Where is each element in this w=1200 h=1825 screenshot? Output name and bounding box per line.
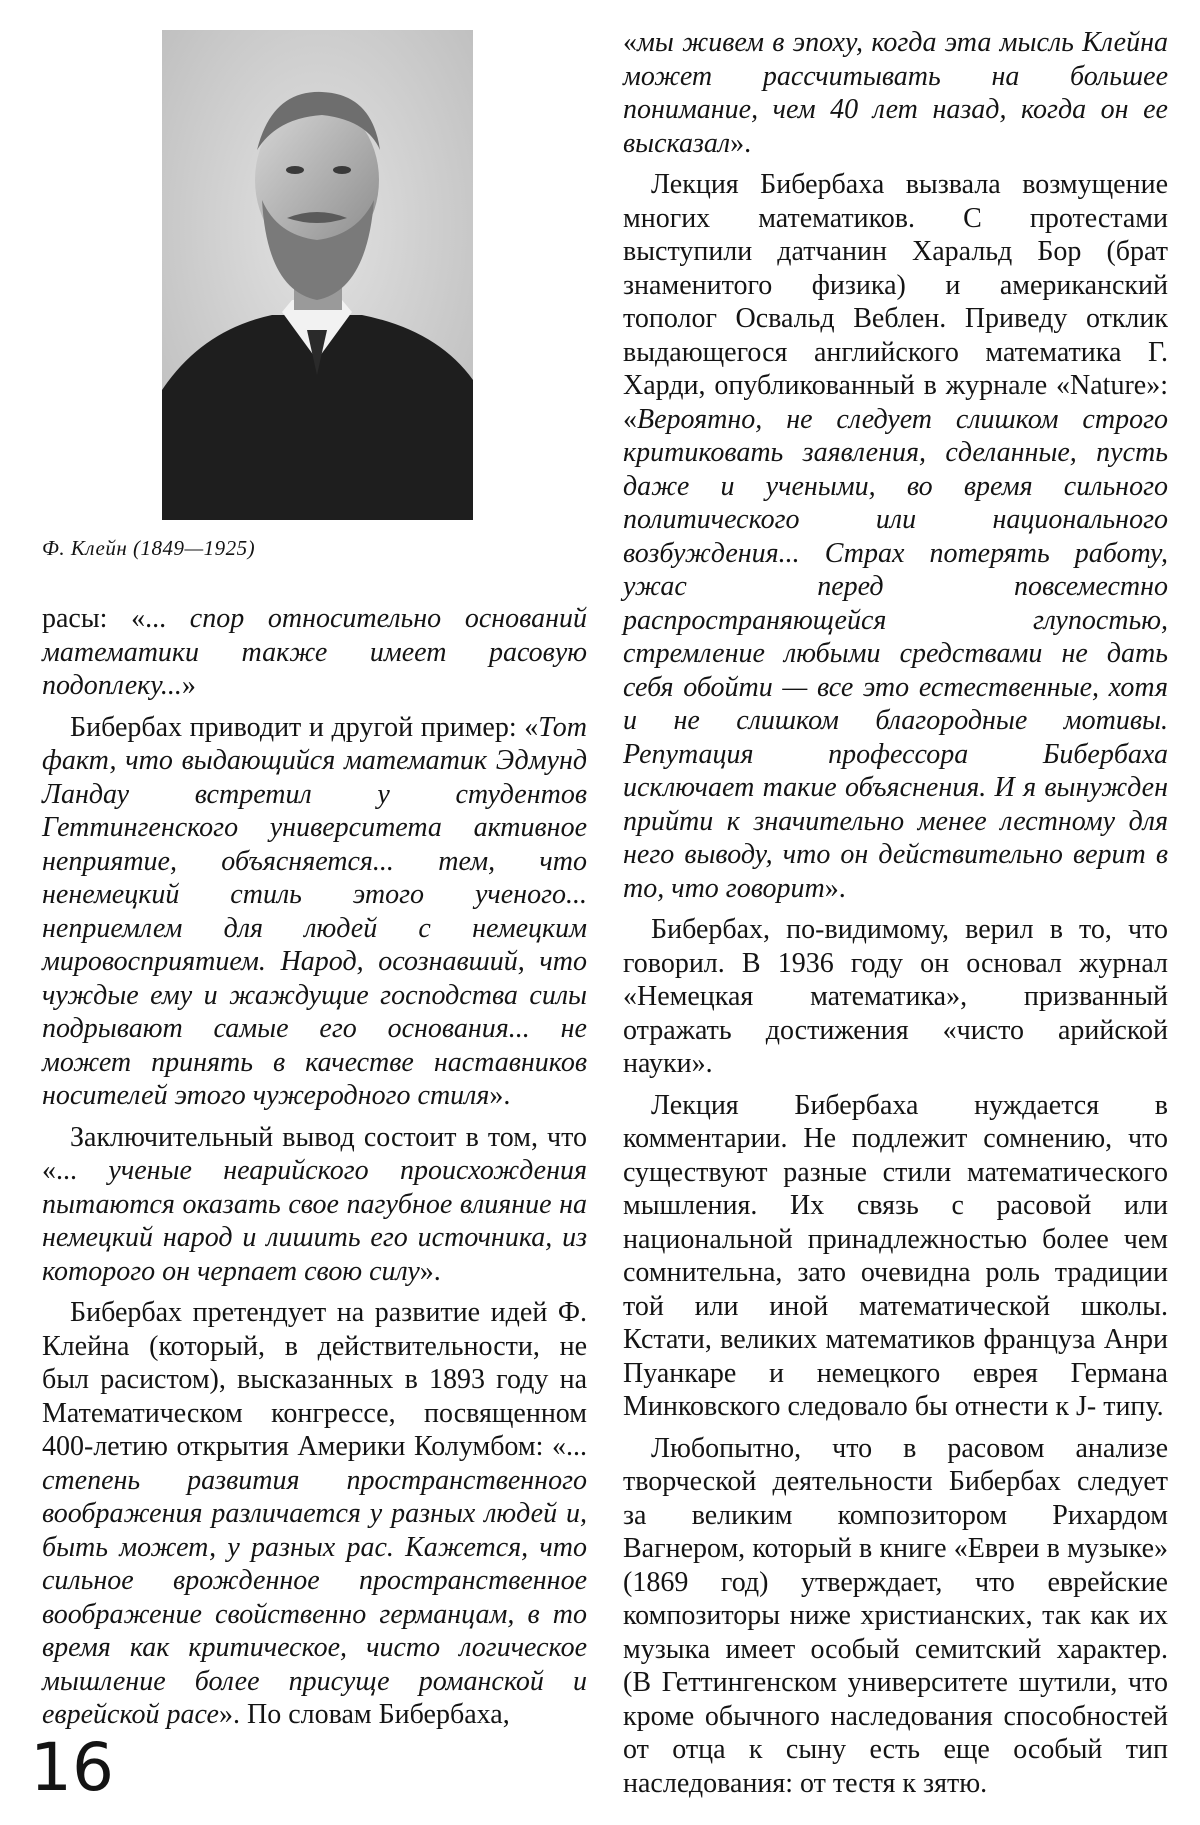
left-paragraph-3: Заключительный вывод состоит в том, что «... ученые неарийского происхождения пытаются оказать свое пагубное влияние на немецкий народ и лишить его источника, из которого он черпает свою силу». [42, 1121, 588, 1287]
photo-caption: Ф. Клейн (1849—1925) [42, 536, 256, 560]
quote: мы живем в эпоху, когда эта мысль Клейна может рассчитывать на большее понимание, чем 40 лет назад, когда он ее высказал [623, 27, 1168, 159]
right-paragraph-2: Бибербах, по-видимому, верил в то, что говорил. В 1936 году он основал журнал «Немецкая математика», призванный отражать достижения «чисто арийской науки». [623, 914, 1168, 1079]
page-number: 16 [30, 1729, 114, 1806]
right-column [623, 26, 1168, 1800]
quote: ученые неарийского происхождения пытаются оказать свое пагубное влияние на немецкий народ и лишить его источника, из которого он черпает свою силу [42, 1155, 588, 1287]
portrait-image [162, 30, 473, 520]
right-paragraph-4: Любопытно, что в расовом анализе творческой деятельности Бибербах следует за великим композитором Рихардом Вагнером, который в книге «Евреи в музыке» (1869 год) утверждает, что еврейские композиторы ниже христианских, так как их музыка имеет особый семитский характер. (В Геттингенском университете шутили, что кроме обычного наследования способностей от отца к сыну есть еще особый тип наследования: от тестя к зятю. [623, 1432, 1168, 1799]
left-paragraph-4: Бибербах претендует на развитие идей Ф. Клейна (который, в действительности, не был расистом), высказанных в 1893 году на Математическом конгрессе, посвященном 400-летию открытия Америки Колумбом: «... степень развития пространственного воображения различается у разных людей и, быть может, у разных рас. Кажется, что сильное врожденное пространственное воображение свойственно германцам, в то время как критическое, чисто логическое мышление более присуще романской и еврейской расе». По словам Бибербаха, [42, 1297, 587, 1730]
quote: спор относительно оснований математики также имеет расовую подоплеку... [42, 603, 588, 701]
left-column [42, 602, 587, 1732]
quote: Тот факт, что выдающийся математик Эдмунд Ландау встретил у студентов Геттингенского университета активное неприятие, объясняется... тем, что ненемецкий стиль этого ученого... неприемлем для людей с немецким мировосприятием. Народ, осознавший, что чуждые ему и жаждущие господства силы подрывают самые его основания... не может принять в качестве наставников носителей этого чужеродного стиля [42, 711, 587, 1111]
quote: степень развития пространственного воображения различается у разных людей и, быть может, у разных рас. Кажется, что сильное врожденное пространственное воображение свойственно германцам, в то время как критическое, чисто логическое мышление более присуще романской и еврейской расе [42, 1464, 587, 1730]
right-paragraph-0: «мы живем в эпоху, когда эта мысль Клейна может рассчитывать на большее понимание, чем 40 лет назад, когда он ее высказал». [623, 27, 1168, 159]
quote: Вероятно, не следует слишком строго критиковать заявления, сделанные, пусть даже и учеными, во время сильного политического или национального возбуждения... Страх потерять работу, ужас перед повсеместно распространяющейся глупостью, стремление любыми средствами не дать себя обойти — все это естественные, хотя и не слишком благородные мотивы. Репутация профессора Бибербаха исключает такие объяснения. И я вынужден прийти к значительно менее лестному для него выводу, что он действительно верит в то, что говорит [623, 403, 1168, 904]
portrait-photo [162, 30, 473, 520]
right-paragraph-1: Лекция Бибербаха вызвала возмущение многих математиков. С протестами выступили датчанин Харальд Бор (брат знаменитого физика) и американский тополог Освальд Веблен. Приведу отклик выдающегося английского математика Г. Харди, опубликованный в журнале «Nature»: «Вероятно, не следует слишком строго критиковать заявления, сделанные, пусть даже и учеными, во время сильного политического или национального возбуждения... Страх потерять работу, ужас перед повсеместно распространяющейся глупостью, стремление любыми средствами не дать себя обойти — все это естественные, хотя и не слишком благородные мотивы. Репутация профессора Бибербаха исключает такие объяснения. И я вынужден прийти к значительно менее лестному для него выводу, что он действительно верит в то, что говорит». [623, 169, 1168, 904]
right-paragraph-3: Лекция Бибербаха нуждается в комментарии. Не подлежит сомнению, что существуют разные стили математического мышления. Их связь с расовой или национальной принадлежностью более чем сомнительна, зато очевидна роль традиции той или иной математической школы. Кстати, великих математиков француза Анри Пуанкаре и немецкого еврея Германа Минковского следовало бы отнести к J- типу. [623, 1089, 1168, 1422]
left-paragraph-1: расы: «... спор относительно оснований математики также имеет расовую подоплеку...» [42, 603, 588, 701]
left-paragraph-2: Бибербах приводит и другой пример: «Тот факт, что выдающийся математик Эдмунд Ландау встретил у студентов Геттингенского университета активное неприятие, объясняется... тем, что ненемецкий стиль этого ученого... неприемлем для людей с немецким мировосприятием. Народ, осознавший, что чуждые ему и жаждущие господства силы подрывают самые его основания... не может принять в качестве наставников носителей этого чужеродного стиля». [42, 711, 587, 1111]
